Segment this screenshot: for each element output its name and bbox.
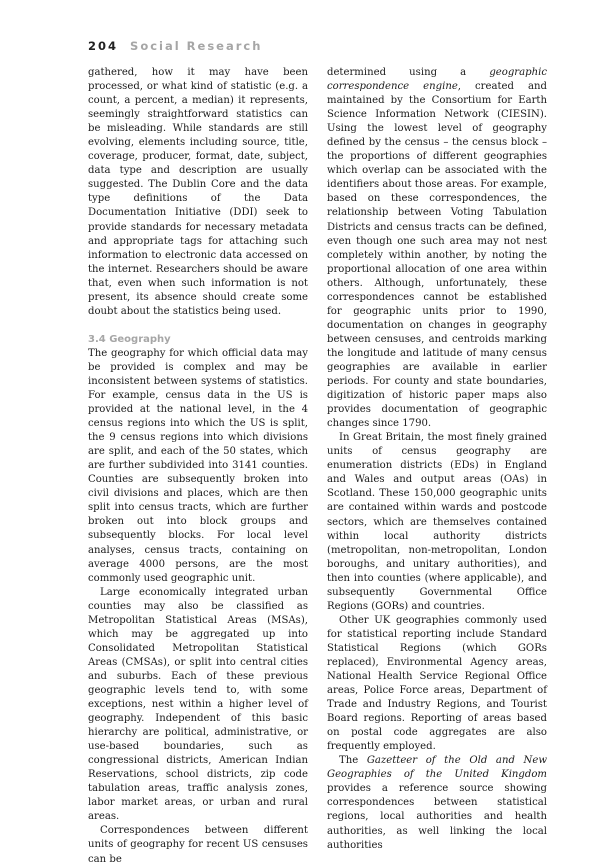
text-run: provides a reference source showing correspondences between statistical regions, local authorities and health authorities, as well linking the local authorities <box>327 783 547 851</box>
right-column <box>327 66 547 853</box>
paragraph: Large economically integrated urban counties may also be classified as Metropolitan Statistical Areas (MSAs), which may be aggregated up into Consolidated Metropolitan Statistical Areas (CMSAs), or split into central cities and suburbs. Each of these previous geographic levels tend to, with some exceptions, nest within a higher level of geography. Independent of this basic hierarchy are political, administrative, or use-based boundaries, such as congressional districts, American Indian Reservations, school districts, zip code tabulation areas, traffic analysis zones, labor market areas, or urban and rural areas. <box>88 586 308 823</box>
paragraph <box>327 754 547 852</box>
italic-term: geographic correspondence engine <box>327 67 547 93</box>
running-header <box>88 39 262 53</box>
page-number: 204 <box>88 39 119 53</box>
paragraph: Correspondences between different units of geography for recent US censuses can be <box>88 825 308 865</box>
italic-title: Gazetteer of the Old and New Geographies of the United Kingdom <box>327 755 547 781</box>
text-run: determined using a <box>327 67 490 78</box>
paragraph: Other UK geographies commonly used for statistical reporting include Standard Statistical Regions (which GORs replaced), Environmental Agency areas, National Health Service Regional Office areas, Police Force areas, Department of Trade and Industry Regions, and Tourist Board regions. Reporting of areas based on postal code aggregates are also frequently employed. <box>327 614 547 753</box>
text-run: , created and maintained by the Consortium for Earth Science Information Network (CIESIN). Using the lowest level of geography defined by the census – the census block – the proportions of different geographies which overlap can be associated with the identifiers about those areas. For example, based on these correspondences, the relationship between Voting Tabulation Districts and census tracts can be defined, even though one such area may not nest completely within another, by noting the proportional allocation of one area within others. Although, unfortunately, these correspondences cannot be established for geographic units prior to 1990, documentation on changes in geography between censuses, and centroids marking the longitude and latitude of many census geographies are available in earlier periods. For county and state boundaries, digitization of historic paper maps also provides documentation of geographic changes since 1790. <box>327 81 547 430</box>
section-heading: 3.4 Geography <box>88 333 171 345</box>
running-title: Social Research <box>130 39 263 53</box>
left-column <box>88 66 308 867</box>
paragraph: In Great Britain, the most finely grained units of census geography are enumeration districts (EDs) in England and Wales and output areas (OAs) in Scotland. These 150,000 geographic units are contained within wards and postcode sectors, which are themselves contained within local authority districts (metropolitan, non-metropolitan, London boroughs, and unitary authorities), and then into counties (where applicable), and subsequently Governmental Office Regions (GORs) and countries. <box>327 432 547 612</box>
paragraph: The geography for which official data may be provided is complex and may be inconsistent between systems of statistics. For example, census data in the US is provided at the national level, in the 4 census regions into which the US is split, the 9 census regions into which divisions are split, and each of the 50 states, which are further subdivided into 3141 counties. Counties are subsequently broken into civil divisions and places, which are then split into census tracts, which are further broken out into block groups and subsequently blocks. For local level analyses, census tracts, containing on average 4000 persons, are the most commonly used geographic unit. <box>88 347 308 584</box>
paragraph: gathered, how it may have been processed, or what kind of statistic (e.g. a count, a percent, a median) it represents, seemingly straightforward statistics can be misleading. While standards are still evolving, elements including source, title, coverage, producer, format, date, subject, data type and description are usually suggested. The Dublin Core and the data type definitions of the Data Documentation Initiative (DDI) seek to provide standards for necessary metadata and appropriate tags for attaching such information to electronic data accessed on the internet. Researchers should be aware that, even when such information is not present, its absence should create some doubt about the statistics being used. <box>88 67 308 317</box>
text-run: The <box>339 755 367 767</box>
paragraph <box>327 66 547 431</box>
